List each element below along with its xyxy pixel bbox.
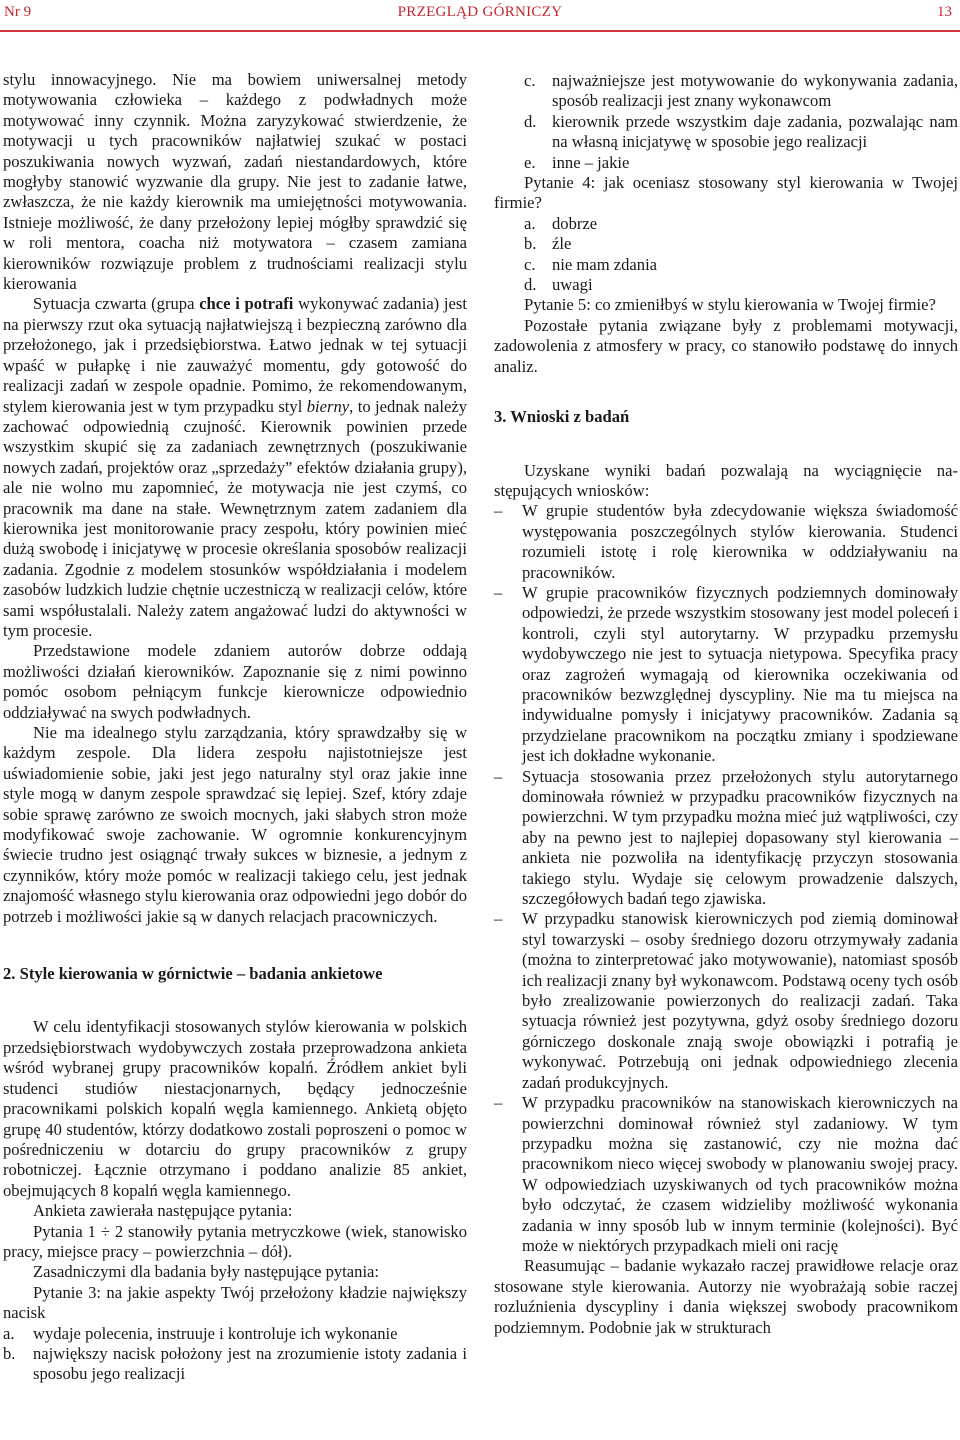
section-heading: 3. Wnioski z badań	[494, 407, 630, 427]
list-item: – W przypadku pracowników na stanowiskach kierowniczych na powierzchni dominował również styl zadaniowy. W tym przypadku można się zastanowić, czy nie można dać pracownikom nieco więcej swobody w planowaniu swojej pracy. W odpowiedziach uzyskiwanych od tych pracowników można było odczytać, że czasem widzieliby możliwość wykonania zadania w inny sposób lub w innym terminie (kolejności). Być może w niektórych przypadkach mieli oni rację	[494, 1093, 958, 1256]
paragraph: Ankieta zawierała następujące pytania:	[33, 1201, 293, 1221]
section-heading: 2. Style kierowania w górnictwie – badania ankietowe	[3, 964, 383, 984]
paragraph: Reasumując – badanie wykazało raczej prawidłowe relacje oraz stosowane style kierowania. Autorzy nie wyobrażają sobie raczej rozluźnienia dyscypliny i dania większej swobody pracownikom podziemnym. Podobnie jak w strukturach	[494, 1256, 958, 1337]
option-item: e. inne – jakie	[524, 152, 630, 172]
emphasis-bold: chce i potrafi	[199, 294, 294, 314]
running-header	[4, 2, 956, 24]
option-item: b. źle	[524, 234, 572, 254]
list-item: – W grupie pracowników fizycznych podziemnych dominowały odpowiedzi, że przede wszystkim stosowany jest model poleceń i kontroli, czyli styl autorytarny. W przypadku przemysłu wydobywczego nie jest to sytuacja nietypowa. Specyfika pracy oraz zagrożeń wymagają od kierownika oczekiwania od pracowników bezwzględnej dyscypliny. Nie ma tu miejsca na indywidualne pomysły i inicjatywy pracowników. Zadania są przydzielane pracownikom na początku zmiany i spodziewane jest ich dokładne wykonanie.	[494, 583, 958, 767]
paragraph: stylu innowacyjnego. Nie ma bowiem uniwersalnej metody motywowania człowieka – każdego z podwładnych może motywować inny czynnik. Można zaryzykować stwierdzenie, że motywacji u tych pracowników najłatwiej szukać w postaci poszukiwania nowych wyzwań, zadań niestandardowych, które mogłyby stanowić wyzwanie dla grupy. Nie jest to zadanie łatwe, zwłaszcza, że nie każdy kierownik ma umiejętności motywowania. Istnieje możliwość, że dany przełożony lepiej mógłby sprawdzić się w roli mentora, coacha niż motywatora – czasem zamiana kierowników rozwiązuje problem z trudnościami realizacji stylu kierowania	[3, 70, 467, 294]
option-item: a. wydaje polecenia, instruuje i kontroluje ich wykonanie	[3, 1323, 398, 1343]
option-item: d. kierownik przede wszystkim daje zadania, pozwalając nam na własną inicjatywę w sposobie jego realizacji	[524, 111, 958, 152]
paragraph: Uzyskane wyniki badań pozwalają na wyciągnięcie następujących wniosków:	[494, 460, 958, 500]
conclusions-list	[494, 501, 958, 1256]
question-4: Pytanie 4: jak oceniasz stosowany styl kierowania w Twojej firmie?	[494, 173, 958, 213]
page-number: 13	[937, 4, 952, 20]
paragraph: Pytania 1 ÷ 2 stanowiły pytania metryczkowe (wiek, stanowisko pracy, miejsce pracy – powierzchnia – dół).	[3, 1221, 467, 1261]
question-3-options-continued	[494, 71, 958, 173]
right-column	[494, 71, 958, 1338]
paragraph: Przedstawione modele zdaniem autorów dobrze oddają możliwości działań kierowników. Zapoznanie się z nimi powinno pomóc osobom pełniącym funkcje kierownicze odpowiednio oddziaływać na swych podwładnych.	[3, 641, 467, 722]
paragraph: Pozostałe pytania związane były z problemami motywacji, zadowolenia z atmosfery w pracy, co stanowiło podstawę do innych analiz.	[494, 315, 958, 376]
issue-number: Nr 9	[4, 4, 32, 20]
journal-title: PRZEGLĄD GÓRNICZY	[397, 4, 563, 20]
option-item: b. największy nacisk położony jest na zrozumienie istoty zadania i sposobu jego realizacji	[3, 1343, 467, 1384]
header-rule	[0, 30, 960, 32]
paragraph: Nie ma idealnego stylu zarządzania, który sprawdzałby się w każdym zespole. Dla lidera zespołu najistotniejsze jest uświadomienie sobie, jaki jest jego naturalny styl oraz jakie inne style mogą w danym zespole sprawdzać się lepiej. Szef, który zdaje sobie sprawę zarówno ze swoich mocnych, jaki słabych stron może modyfikować swoje zachowanie. W ogromnie konkurencyjnym świecie trudno jest osiągnąć trwały sukces w biznesie, a jednym z czynników, który może pomóc w realizacji takiego celu, jest jednak znajomość własnego stylu kierowania oraz odpowiedni jego dobór do potrzeb i możliwości jakie są w danych relacjach pracowniczych.	[3, 723, 467, 926]
emphasis-italic: bierny	[306, 396, 350, 416]
paragraph: Zasadniczymi dla badania były następujące pytania:	[33, 1262, 380, 1282]
option-item: c. najważniejsze jest motywowanie do wykonywania zadania, sposób realizacji jest znany wykonawcom	[524, 71, 958, 111]
paragraph: W celu identyfikacji stosowanych stylów kierowania w polskich przedsiębiorstwach wydobywczych została przeprowadzona ankieta wśród wybranej grupy pracowników kopalń. Źródłem ankiet byli studenci studiów niestacjonarnych, będący jednocześnie pracownikami polskich kopalń węgla kamiennego. Ankietą objęto grupę 40 studentów, którzy dodatkowo zostali poproszeni o pomoc w pośredniczeniu w dotarciu do grupy pracowników z grupy robotniczej. Łącznie otrzymano i poddano analizie 85 ankiet, obejmujących 8 kopalń węgla kamiennego.	[3, 1017, 467, 1200]
question-3-options	[3, 1324, 467, 1385]
list-item: – W przypadku stanowisk kierowniczych pod ziemią dominował styl towarzyski – osoby średniego dozoru otrzymywały zadania (można to zinterpretować jako motywowanie), natomiast sposób ich realizacji znany był wykonawcom. Podstawą oceny tych osób było zrealizowanie powierzonych do realizacji zadań. Taka sytuacja również jest pozytywna, gdyż osoby średniego dozoru górniczego doskonale znają swoje obowiązki i potrafią je wykonywać. Potrzebują oni jednak odpowiedniego zlecenia zadań produkcyjnych.	[494, 909, 958, 1093]
option-item: d. uwagi	[524, 275, 593, 295]
option-item: c. nie mam zdania	[524, 254, 658, 274]
option-item: a. dobrze	[524, 213, 598, 233]
question-5: Pytanie 5: co zmieniłbyś w stylu kierowania w Twojej firmie?	[524, 295, 936, 315]
paragraph: Sytuacja czwarta (grupa chce i potrafi wykonywać zadania) jest na pierwszy rzut oka sytuacją najłatwiejszą i bezpieczną zarówno dla przełożonego, jak i przedsiębiorstwa. Łatwo jednak w tej sytuacji wpaść w pułapkę i nie zauważyć momentu, gdy gotowość do realizacji zadań w zespole opadnie. Pomimo, że rekomendowanym, stylem kierowania jest w tym przypadku styl bierny, to jednak należy zachować odpowiednią czujność. Kierownik powinien przede wszystkim skupić się za zadaniach zewnętrznych (poszukiwanie nowych zadań, projektów oraz „sprzedaży” efektów działania grupy), ale nie wolno mu zapomnieć, że motywacja nie jest czymś, co pracownik ma dane na stałe. Wewnętrznym zatem zadaniem dla kierownika jest monitorowanie pracy zespołu, który powinien mieć dużą swobodę i inicjatywę w procesie określania sposobów realizacji zadania. Zgodnie z modelem stosunków współdziałania i modelem zasobów ludzkich ludzie chętnie uczestniczą w realizacji celów, które sami współustalali. Należy zatem angażować ludzi do aktywności w tym procesie.	[3, 294, 467, 640]
list-item: – W grupie studentów była zdecydowanie większa świadomość występowania poszczególnych stylów kierowania. Studenci rozumieli istotę i rolę kierownika w oddziaływaniu na pracowników.	[494, 501, 958, 583]
question-3: Pytanie 3: na jakie aspekty Twój przełożony kładzie największy nacisk	[3, 1282, 467, 1323]
question-4-options	[494, 214, 958, 296]
list-item: – Sytuacja stosowania przez przełożonych stylu autorytarnego dominowała również w przypadku pracowników fizycznych na powierzchni. W tym przypadku można mieć już wątpliwości, czy aby na pewno jest to najlepiej dopasowany styl kierowania – ankieta nie pozwoliła na identyfikację przyczyn stosowania takiego stylu. Wydaje się celowym prowadzenie dalszych, szczegółowych badań tego zjawiska.	[494, 767, 958, 910]
left-column	[3, 70, 467, 1385]
